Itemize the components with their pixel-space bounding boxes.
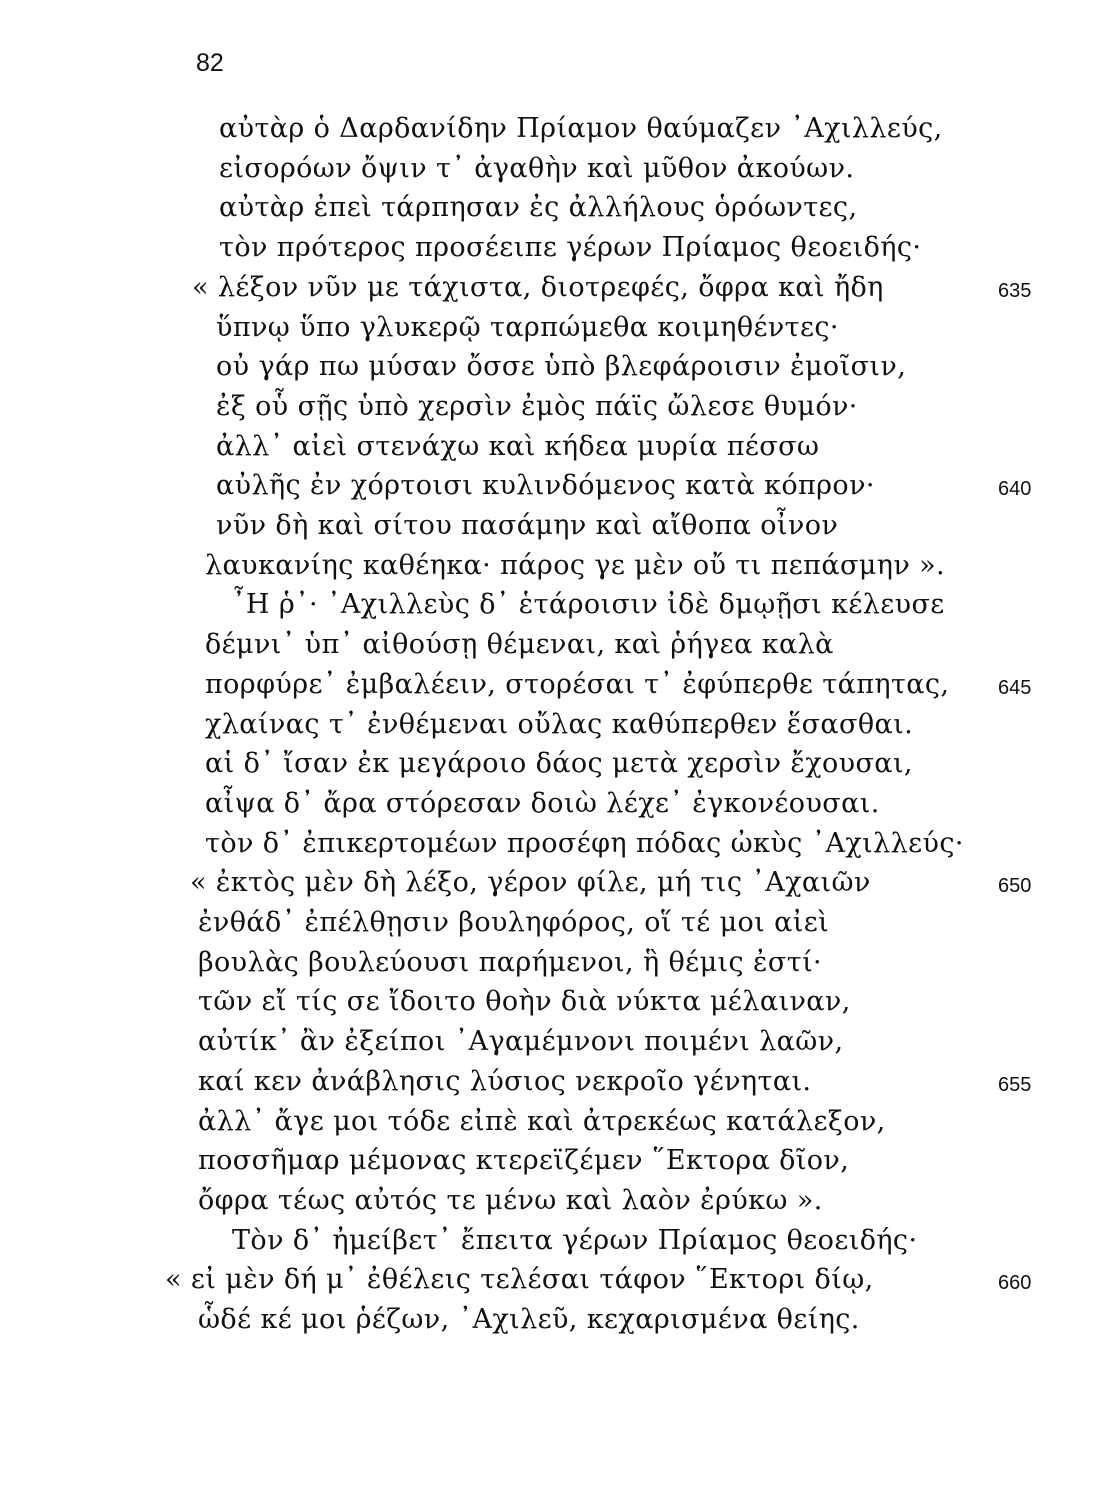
verse-line: ποσσῆμαρ μέμονας κτερεϊζέμεν ῞Εκτορα δῖον, xyxy=(198,1145,850,1176)
verse-line: τὸν δ᾿ ἐπικερτομέων προσέφη πόδας ὠκὺς ᾿Αχιλλεύς· xyxy=(205,828,964,859)
verse-line: τὸν πρότερος προσέειπε γέρων Πρίαμος θεοειδής· xyxy=(219,232,922,263)
page-number: 82 xyxy=(196,49,224,77)
verse-line: λαυκανίης καθέηκα· πάρος γε μὲν οὔ τι πεπάσμην ». xyxy=(205,550,946,581)
line-number: 645 xyxy=(998,677,1032,699)
verse-line: δέμνι᾿ ὑπ᾿ αἰθούσῃ θέμεναι, καὶ ῥήγεα καλὰ xyxy=(205,629,834,660)
verse-line: αὐλῆς ἐν χόρτοισι κυλινδόμενος κατὰ κόπρον· xyxy=(216,470,875,501)
verse-line: « ἐκτὸς μὲν δὴ λέξο, γέρον φίλε, μή τις ᾿Αχαιῶν xyxy=(190,867,871,898)
verse-line: αὐτὰρ ἐπεὶ τάρπησαν ἐς ἀλλήλους ὁρόωντες, xyxy=(219,192,858,223)
verse-line: ἀλλ᾿ ἄγε μοι τόδε εἰπὲ καὶ ἀτρεκέως κατάλεξον, xyxy=(198,1106,886,1137)
verse-line: ἐνθάδ᾿ ἐπέλθῃσιν βουληφόρος, οἵ τέ μοι αἰεὶ xyxy=(198,907,830,938)
verse-line: οὐ γάρ πω μύσαν ὄσσε ὑπὸ βλεφάροισιν ἐμοῖσιν, xyxy=(216,351,907,382)
line-number: 635 xyxy=(998,280,1032,302)
verse-line: ῏Η ῥ᾿· ᾿Αχιλλεὺς δ᾿ ἑτάροισιν ἰδὲ δμῳῇσι κέλευσε xyxy=(232,589,945,620)
verse-line: βουλὰς βουλεύουσι παρήμενοι, ἣ θέμις ἐστί· xyxy=(198,947,823,978)
verse-line: Τὸν δ᾿ ἠμείβετ᾿ ἔπειτα γέρων Πρίαμος θεοειδής· xyxy=(232,1225,918,1256)
verse-line: αὐτὰρ ὁ Δαρδανίδην Πρίαμον θαύμαζεν ᾿Αχιλλεύς, xyxy=(219,113,943,144)
verse-line: πορφύρε᾿ ἐμβαλέειν, στορέσαι τ᾿ ἐφύπερθε τάπητας, xyxy=(205,669,950,700)
verse-line: τῶν εἴ τίς σε ἴδοιτο θοὴν διὰ νύκτα μέλαιναν, xyxy=(198,986,851,1017)
verse-line: χλαίνας τ᾿ ἐνθέμεναι οὔλας καθύπερθεν ἕσασθαι. xyxy=(205,709,914,740)
verse-line: ὄφρα τέως αὐτός τε μένω καὶ λαὸν ἐρύκω ». xyxy=(198,1185,823,1216)
line-number: 640 xyxy=(998,478,1032,500)
line-number: 650 xyxy=(998,875,1032,897)
verse-line: ὕπνῳ ὕπο γλυκερῷ ταρπώμεθα κοιμηθέντες· xyxy=(216,312,839,343)
verse-line: « λέξον νῦν με τάχιστα, διοτρεφές, ὄφρα καὶ ἤδη xyxy=(192,272,884,303)
line-number: 660 xyxy=(998,1272,1032,1294)
verse-line: αἶψα δ᾿ ἄρα στόρεσαν δοιὼ λέχε᾿ ἐγκονέουσαι. xyxy=(205,788,880,819)
verse-line: εἰσορόων ὄψιν τ᾿ ἀγαθὴν καὶ μῦθον ἀκούων. xyxy=(219,153,855,184)
verse-line: νῦν δὴ καὶ σίτου πασάμην καὶ αἴθοπα οἶνον xyxy=(216,510,839,541)
line-number: 655 xyxy=(998,1074,1032,1096)
verse-line: αὐτίκ᾿ ἂν ἐξείποι ᾿Αγαμέμνονι ποιμένι λαῶν, xyxy=(198,1026,844,1057)
verse-line: καί κεν ἀνάβλησις λύσιος νεκροῖο γένηται. xyxy=(198,1066,812,1097)
verse-line: ἐξ οὗ σῇς ὑπὸ χερσὶν ἐμὸς πάϊς ὤλεσε θυμόν· xyxy=(216,391,858,422)
verse-line: ἀλλ᾿ αἰεὶ στενάχω καὶ κήδεα μυρία πέσσω xyxy=(216,431,820,462)
verse-line: « εἰ μὲν δή μ᾿ ἐθέλεις τελέσαι τάφον ῞Εκτορι δίῳ, xyxy=(165,1264,874,1295)
verse-line: αἱ δ᾿ ἴσαν ἐκ μεγάροιο δάος μετὰ χερσὶν ἔχουσαι, xyxy=(205,748,913,779)
verse-line: ὧδέ κέ μοι ῥέζων, ᾿Αχιλεῦ, κεχαρισμένα θείης. xyxy=(198,1304,860,1335)
